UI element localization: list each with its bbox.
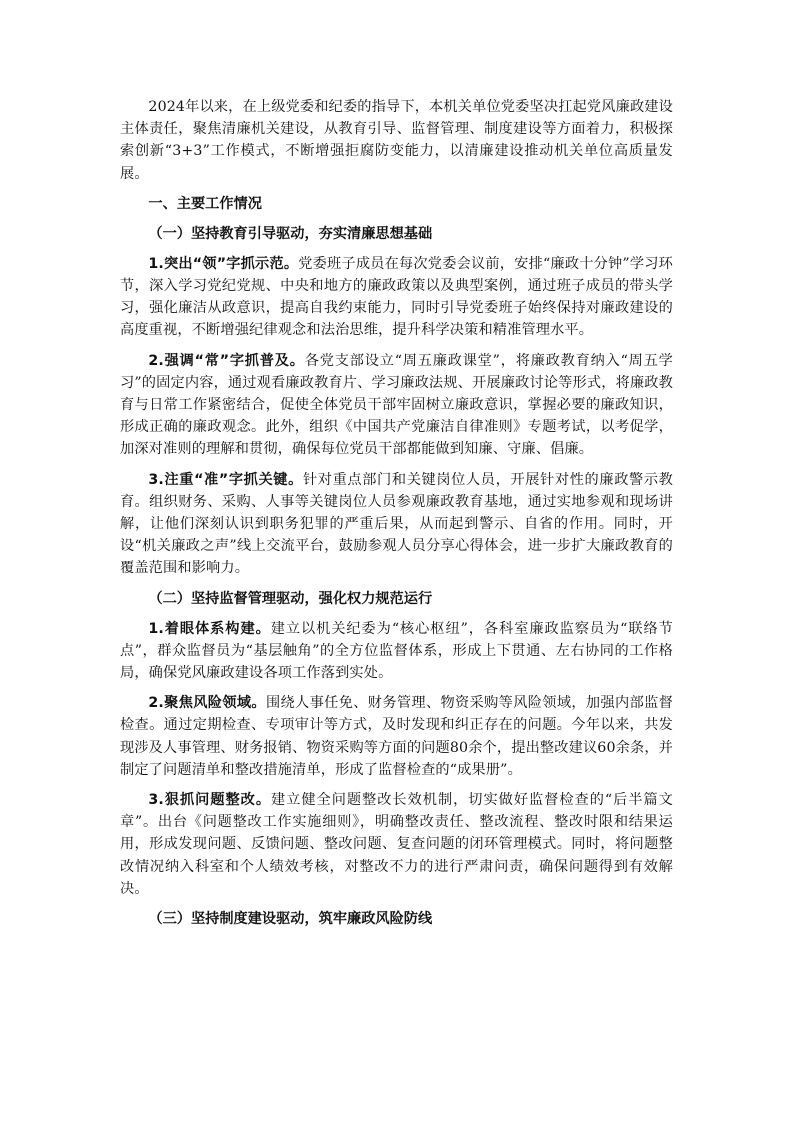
paragraph-supervision-2	[120, 692, 673, 781]
intro-paragraph: 2024年以来，在上级党委和纪委的指导下，本机关单位党委坚决扛起党风廉政建设主体责任，聚焦清廉机关建设，从教育引导、监督管理、制度建设等方面着力，积极探索创新“3+3”工作模式，不断增强拒腐防变能力，以清廉建设推动机关单位高质量发展。	[120, 99, 673, 182]
paragraph-supervision-1	[120, 618, 673, 685]
section-heading-main-work: 一、主要工作情况	[148, 195, 262, 212]
paragraph-lead: 1.突出“领”字抓示范。	[148, 255, 299, 272]
paragraph-supervision-3	[120, 789, 673, 900]
paragraph-education-1	[120, 253, 673, 342]
subsection-heading-education: （一）坚持教育引导驱动，夯实清廉思想基础	[148, 225, 433, 242]
paragraph-lead: 3.注重“准”字抓关键。	[148, 471, 303, 488]
paragraph-lead: 2.强调“常”字抓普及。	[148, 352, 305, 369]
paragraph-education-3	[120, 469, 673, 580]
document-page	[120, 96, 673, 938]
paragraph-lead: 2.聚焦风险领域。	[148, 695, 266, 712]
paragraph-lead: 1.着眼体系构建。	[148, 620, 271, 637]
paragraph-body: 党委班子成员在每次党委会议前，安排“廉政十分钟”学习环节，深入学习党纪党规、中央和地方的廉政政策以及典型案例，通过班子成员的带头学习，强化廉洁从政意识，提高自我约束能力，同时引导党委班子始终保持对廉政建设的高度重视，不断增强纪律观念和法治思维，提升科学决策和精准管理水平。	[120, 255, 673, 339]
paragraph-body: 建立健全问题整改长效机制，切实做好监督检查的“后半篇文章”。出台《问题整改工作实施细则》，明确整改责任、整改流程、整改时限和结果运用，形成发现问题、反馈问题、整改问题、复查问题的闭环管理模式。同时，将问题整改情况纳入科室和个人绩效考核，对整改不力的进行严肃问责，确保问题得到有效解决。	[120, 792, 673, 897]
paragraph-body: 建立以机关纪委为“核心枢纽”，各科室廉政监察员为“联络节点”，群众监督员为“基层触角”的全方位监督体系，形成上下贯通、左右协同的工作格局，确保党风廉政建设各项工作落到实处。	[120, 620, 673, 682]
paragraph-body: 各党支部设立“周五廉政课堂”，将廉政教育纳入“周五学习”的固定内容，通过观看廉政教育片、学习廉政法规、开展廉政讨论等形式，将廉政教育与日常工作紧密结合，促使全体党员干部牢固树立廉政意识，掌握必要的廉政知识，形成正确的廉政观念。此外，组织《中国共产党廉洁自律准则》专题考试，以考促学，加深对准则的理解和贯彻，确保每位党员干部都能做到知廉、守廉、倡廉。	[120, 352, 673, 458]
subsection-heading-institution: （三）坚持制度建设驱动，筑牢廉政风险防线	[148, 911, 433, 928]
paragraph-education-2	[120, 350, 673, 461]
paragraph-body: 围绕人事任免、财务管理、物资采购等风险领域，加强内部监督检查。通过定期检查、专项审计等方式，及时发现和纠正存在的问题。今年以来，共发现涉及人事管理、财务报销、物资采购等方面的问题80余个，提出整改建议60余条，并制定了问题清单和整改措施清单，形成了监督检查的“成果册”。	[120, 695, 673, 778]
paragraph-body: 针对重点部门和关键岗位人员，开展针对性的廉政警示教育。组织财务、采购、人事等关键岗位人员参观廉政教育基地，通过实地参观和现场讲解，让他们深刻认识到职务犯罪的严重后果，从而起到警示、自省的作用。同时，开设“机关廉政之声”线上交流平台，鼓励参观人员分享心得体会，进一步扩大廉政教育的覆盖范围和影响力。	[120, 471, 673, 577]
paragraph-lead: 3.狠抓问题整改。	[148, 792, 272, 809]
subsection-heading-supervision: （二）坚持监督管理驱动，强化权力规范运行	[148, 590, 433, 607]
